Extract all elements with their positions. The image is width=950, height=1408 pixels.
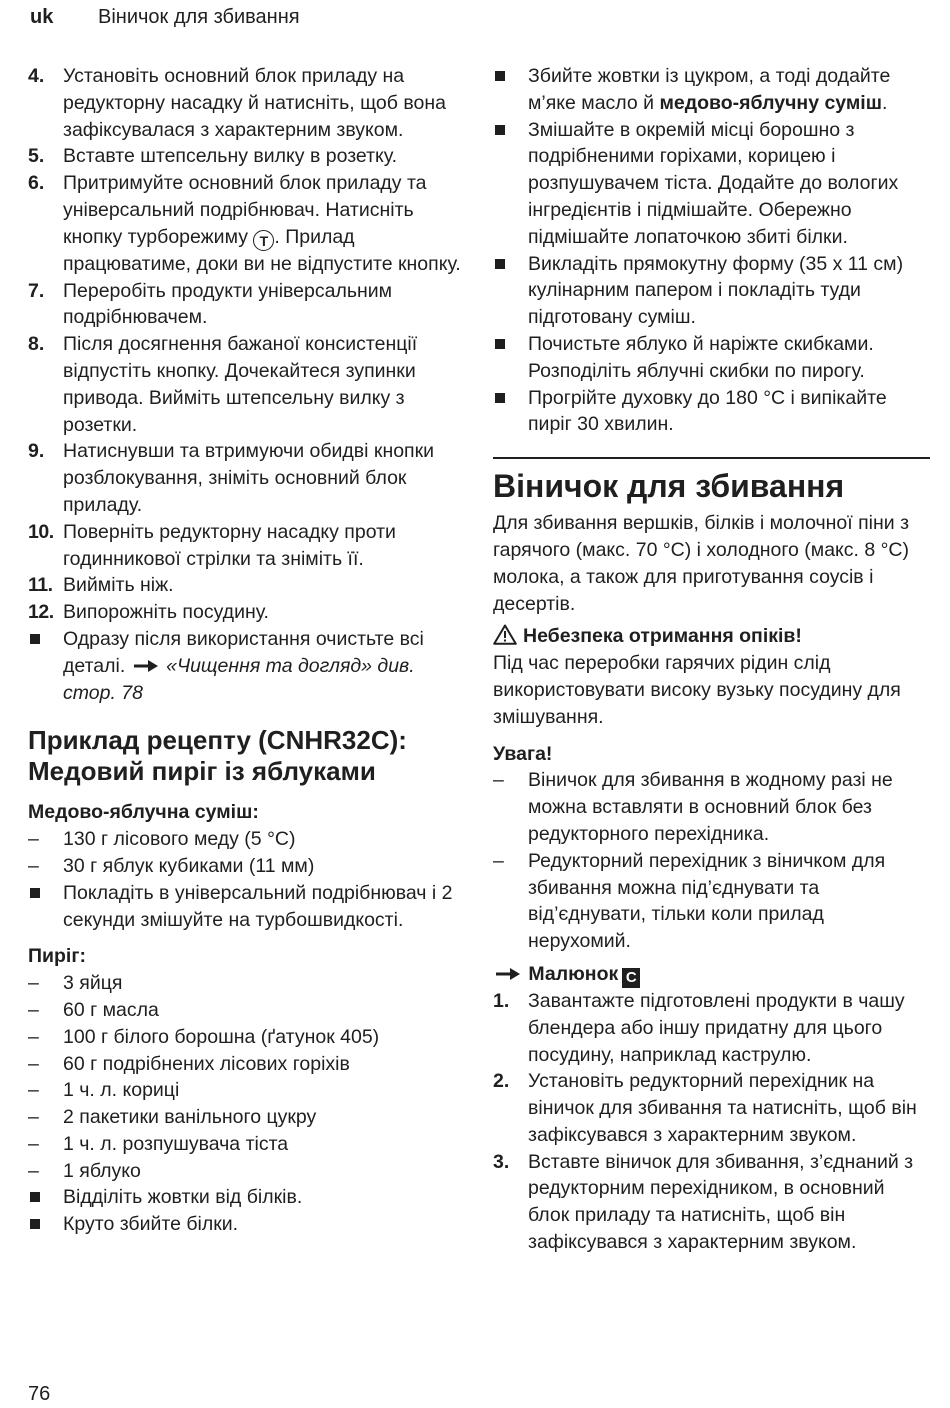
ingredient-item	[28, 853, 468, 880]
step-number: 6.	[28, 172, 45, 195]
step-text-part: Збийте жовтки із цукром, а тоді додайте м’яке масло й	[528, 65, 891, 114]
cleaning-note	[28, 626, 468, 706]
cross-reference-link[interactable]: «Чищення та догляд» див. стор. 78	[63, 654, 415, 704]
step-number: 1.	[493, 989, 510, 1012]
square-bullet-icon	[493, 385, 528, 412]
step-text: Вставте віничок для збивання, з’єднаний з редукторним перехідником, в основний блок приладу та натисніть, щоб він зафіксувався з характерним звуком.	[528, 1150, 914, 1254]
step-4	[28, 63, 468, 143]
dash-bullet: –	[28, 998, 39, 1021]
step-text	[63, 170, 468, 277]
right-arrow-icon	[495, 967, 521, 981]
recipe-step-text: Викладіть прямокутну форму (35 x 11 см) кулінарним папером і покладіть туди підготовану суміш.	[528, 252, 904, 329]
recipe-step-text: Змішайте в окремій місці борошно з подрібненими горіхами, корицею і розпушувачем тіста. Додайте до вологих інгредієнтів і підмішайте. Обережно підмішайте лопаточкою збиті білки.	[528, 118, 899, 248]
ingredient-item	[28, 1131, 468, 1158]
caution-item	[493, 848, 930, 955]
square-bullet-icon	[28, 880, 63, 907]
step-number: 4.	[28, 65, 45, 87]
warning-triangle-icon	[493, 624, 517, 645]
step-9	[28, 438, 468, 518]
ingredient-text: 2 пакетики ванільного цукру	[63, 1106, 317, 1129]
ingredient-item	[28, 997, 468, 1024]
square-bullet-icon	[493, 331, 528, 358]
ingredient-text: 1 яблуко	[63, 1159, 141, 1182]
pie-step-text: Круто збийте білки.	[63, 1213, 239, 1236]
step-text: Вийміть ніж.	[63, 574, 174, 597]
step-text-part: Притримуйте основний блок приладу та універсальний подрібнювач. Натисніть кнопку турборежиму	[63, 172, 427, 248]
pie-step	[28, 1184, 468, 1211]
right-arrow-icon	[133, 659, 159, 673]
section-title: Віничок для збивання	[493, 457, 930, 504]
step-number: 7.	[28, 279, 45, 302]
dash-bullet: –	[28, 1079, 39, 1102]
step-number: 10.	[28, 520, 54, 543]
pie-heading: Пиріг:	[28, 945, 86, 968]
left-column	[28, 63, 468, 1238]
ingredient-text: 1 ч. л. кориці	[63, 1079, 180, 1102]
ingredient-text: 100 г білого борошна (ґатунок 405)	[63, 1025, 380, 1048]
mix-step-text: Покладіть в універсальний подрібнювач і 2 секунди змішуйте на турбошвидкості.	[63, 881, 453, 931]
recipe-step	[493, 385, 930, 439]
square-bullet-icon	[28, 1211, 63, 1238]
dash-bullet: –	[493, 769, 504, 792]
step-10	[28, 519, 468, 573]
ingredient-item	[28, 826, 468, 853]
ingredient-text: 30 г яблук кубиками (11 мм)	[63, 854, 315, 877]
ingredient-item	[28, 970, 468, 997]
square-bullet-icon	[493, 117, 528, 144]
step-text: Переробіть продукти універсальним подрібнювачем.	[63, 279, 393, 329]
recipe-step-text: Прогрійте духовку до 180 °C і випікайте пиріг 30 хвилин.	[528, 386, 887, 436]
danger-title: Небезпека отримання опіків!	[523, 625, 802, 648]
page-number: 76	[28, 1383, 51, 1405]
recipe-step	[493, 331, 930, 385]
figure-letter-badge: C	[622, 968, 640, 988]
usage-step-1	[493, 988, 930, 1068]
step-number: 3.	[493, 1150, 510, 1173]
recipe-title-line-1: Приклад рецепту (CNHR32C):	[28, 725, 407, 756]
step-text: Установіть основний блок приладу на редукторну насадку й натисніть, щоб вона зафіксувалася з характерним звуком.	[63, 65, 446, 141]
recipe-heading	[28, 725, 468, 787]
step-text: Натиснувши та втримуючи обидві кнопки розблокування, зніміть основний блок приладу.	[63, 440, 435, 516]
figure-reference	[493, 961, 930, 988]
language-code: uk	[30, 6, 54, 28]
square-bullet-icon	[493, 251, 528, 278]
running-header-title: Віничок для збивання	[98, 6, 300, 28]
step-number: 8.	[28, 333, 45, 356]
ingredient-item	[28, 1077, 468, 1104]
step-text-part: .	[881, 91, 888, 114]
pie-step	[28, 1211, 468, 1238]
caution-item	[493, 767, 930, 847]
danger-text: Під час переробки гарячих рідин слід використовувати високу вузьку посудину для змішування.	[493, 652, 901, 728]
ingredient-item	[28, 1104, 468, 1131]
square-bullet-icon	[493, 63, 528, 90]
step-text: Завантажте підготовлені продукти в чашу блендера або іншу придатну для цього посудину, наприклад каструлю.	[528, 989, 905, 1066]
step-6	[28, 170, 468, 277]
step-number: 9.	[28, 440, 45, 463]
usage-step-2	[493, 1068, 930, 1148]
recipe-title-line-2: Медовий пиріг із яблуками	[28, 756, 376, 787]
step-12	[28, 599, 468, 626]
ingredient-text: 1 ч. л. розпушувача тіста	[63, 1132, 289, 1155]
cleaning-text	[63, 626, 468, 706]
ingredient-item	[28, 1024, 468, 1051]
step-text: Вставте штепсельну вилку в розетку.	[63, 145, 398, 168]
caution-text: Віничок для збивання в жодному разі не можна вставляти в основний блок без редукторного перехідника.	[528, 769, 893, 845]
figure-label: Малюнок	[528, 962, 619, 985]
dash-bullet: –	[28, 1106, 39, 1129]
step-8	[28, 331, 468, 438]
step-text: Після досягнення бажаної консистенції відпустіть кнопку. Дочекайтеся зупинки привода. Вийміть штепсельну вилку з розетки.	[63, 333, 418, 436]
recipe-step	[493, 117, 930, 251]
dash-bullet: –	[28, 828, 39, 851]
step-number: 11.	[28, 574, 53, 597]
dash-bullet: –	[493, 849, 504, 872]
step-number: 2.	[493, 1070, 510, 1093]
step-text: Поверніть редукторну насадку проти годинникової стрілки та зніміть її.	[63, 520, 396, 570]
danger-heading	[493, 623, 930, 650]
ingredient-item	[28, 1051, 468, 1078]
step-text: Установіть редукторний перехідник на віничок для збивання та натисніть, щоб він зафіксувався з характерним звуком.	[528, 1070, 917, 1146]
pie-step-text: Відділіть жовтки від білків.	[63, 1186, 303, 1209]
step-11	[28, 572, 468, 599]
dash-bullet: –	[28, 854, 39, 877]
step-5	[28, 143, 468, 170]
recipe-step-text	[528, 63, 930, 117]
dash-bullet: –	[28, 1132, 39, 1155]
usage-step-3	[493, 1149, 930, 1256]
dash-bullet: –	[28, 1159, 39, 1182]
dash-bullet: –	[28, 1052, 39, 1075]
right-column	[493, 63, 930, 1256]
ingredient-item	[28, 1158, 468, 1185]
caution-text: Редукторний перехідник з віничком для збивання можна під’єднувати та від’єднувати, тільки коли прилад нерухомий.	[528, 849, 886, 953]
ingredient-text: 130 г лісового меду (5 °C)	[63, 828, 296, 851]
step-number: 12.	[28, 601, 54, 624]
square-bullet-icon	[28, 1184, 63, 1211]
ingredient-text: 60 г масла	[63, 998, 159, 1021]
step-text-bold: медово-яблучну суміш	[659, 91, 882, 114]
square-bullet-icon	[28, 626, 63, 653]
mix-heading: Медово-яблучна суміш:	[28, 801, 259, 824]
ingredient-text: 3 яйця	[63, 972, 123, 995]
recipe-step	[493, 63, 930, 117]
section-intro: Для збивання вершків, білків і молочної піни з гарячого (макс. 70 °C) і холодного (макс. 8 °C) молока, а також для приготування соусів і десертів.	[493, 512, 910, 615]
ingredient-text: 60 г подрібнених лісових горіхів	[63, 1052, 350, 1075]
step-text-part: . Прилад працюватиме, доки ви не відпустите кнопку.	[63, 225, 461, 275]
caution-heading: Увага!	[493, 742, 553, 765]
recipe-step	[493, 251, 930, 331]
step-text: Випорожніть посудину.	[63, 601, 269, 624]
turbo-button-icon: T	[253, 230, 274, 251]
step-number: 5.	[28, 145, 45, 168]
dash-bullet: –	[28, 1025, 39, 1048]
recipe-step-text: Почистьте яблуко й наріжте скибками. Розподіліть яблучні скибки по пирогу.	[528, 332, 874, 382]
step-7	[28, 278, 468, 332]
cleaning-instruction: Одразу після використання очистьте всі деталі.	[63, 627, 424, 677]
mix-step	[28, 880, 468, 934]
dash-bullet: –	[28, 972, 39, 995]
